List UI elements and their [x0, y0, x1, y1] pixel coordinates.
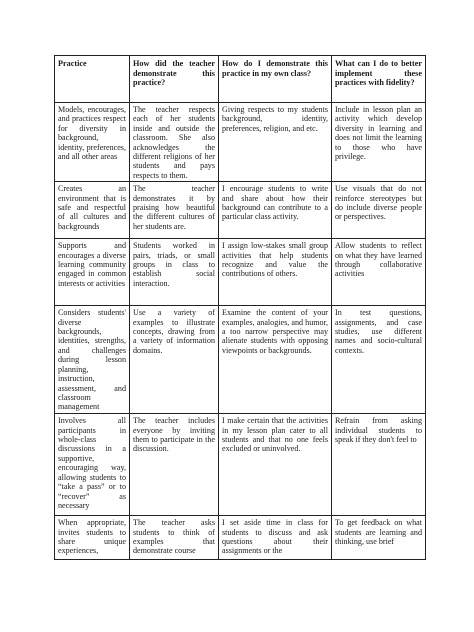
table-row: [55, 239, 426, 306]
teacher-demonstration-cell: Use a variety of examples to illustrate concepts, drawing from a variety of information domains.: [130, 306, 219, 414]
table-row: [55, 306, 426, 414]
better-implementation-cell: Include in lesson plan an activity which develop diversity in learning and does not limit the learning to those who have privilege.: [332, 103, 426, 182]
practices-table: [54, 55, 426, 560]
practice-cell: Supports and encourages a diverse learning community engaged in common interests or activities: [55, 239, 130, 306]
own-demonstration-cell: I assign low-stakes small group activities that help students recognize and value the contributions of others.: [219, 239, 332, 306]
header-practice: Practice: [55, 56, 130, 103]
teacher-demonstration-cell: The teacher includes everyone by inviting them to participate in the discussion.: [130, 414, 219, 516]
table-row: [55, 182, 426, 239]
own-demonstration-cell: I make certain that the activities in my lesson plan cater to all students and that no one feels excluded or uninvolved.: [219, 414, 332, 516]
own-demonstration-cell: I set aside time in class for students to discuss and ask questions about their assignments or the: [219, 516, 332, 560]
teacher-demonstration-cell: The teacher demonstrates it by praising how beautiful the different cultures of her students are.: [130, 182, 219, 239]
own-demonstration-cell: Examine the content of your examples, analogies, and humor, a too narrow perspective may alienate students with opposing viewpoints or backgrounds.: [219, 306, 332, 414]
practice-cell: Considers students' diverse backgrounds, identities, strengths, and challenges during lesson planning, instruction, assessment, and classroom management: [55, 306, 130, 414]
teacher-demonstration-cell: Students worked in pairs, triads, or small groups in class to establish social interaction.: [130, 239, 219, 306]
table-row: [55, 103, 426, 182]
practice-cell: Creates an environment that is safe and respectful of all cultures and backgrounds: [55, 182, 130, 239]
better-implementation-cell: In test questions, assignments, and case studies, use different names and socio-cultural contexts.: [332, 306, 426, 414]
header-teacher-demonstration: How did the teacher demonstrate this practice?: [130, 56, 219, 103]
teacher-demonstration-cell: The teacher asks students to think of examples that demonstrate course: [130, 516, 219, 560]
practice-cell: Involves all participants in whole-class discussions in a supportive, encouraging way, allowing students to “take a pass” or to “recover” as necessary: [55, 414, 130, 516]
header-better-implementation: What can I do to better implement these practices with fidelity?: [332, 56, 426, 103]
practice-cell: When appropriate, invites students to share unique experiences,: [55, 516, 130, 560]
better-implementation-cell: Allow students to reflect on what they have learned through collaborative activities: [332, 239, 426, 306]
table-header-row: [55, 56, 426, 103]
better-implementation-cell: Refrain from asking individual students to speak if they don't feel to: [332, 414, 426, 516]
practice-cell: Models, encourages, and practices respect for diversity in background, identity, preferences, and all other areas: [55, 103, 130, 182]
header-own-demonstration: How do I demonstrate this practice in my own class?: [219, 56, 332, 103]
teacher-demonstration-cell: The teacher respects each of her students inside and outside the classroom. She also acknowledges the different religions of her students and pays respects to them.: [130, 103, 219, 182]
own-demonstration-cell: I encourage students to write and share about how their background can contribute to a particular class activity.: [219, 182, 332, 239]
better-implementation-cell: To get feedback on what students are learning and thinking, use brief: [332, 516, 426, 560]
own-demonstration-cell: Giving respects to my students background, identity, preferences, religion, and etc.: [219, 103, 332, 182]
table-row: [55, 516, 426, 560]
table-row: [55, 414, 426, 516]
better-implementation-cell: Use visuals that do not reinforce stereotypes but do include diverse people or perspectives.: [332, 182, 426, 239]
